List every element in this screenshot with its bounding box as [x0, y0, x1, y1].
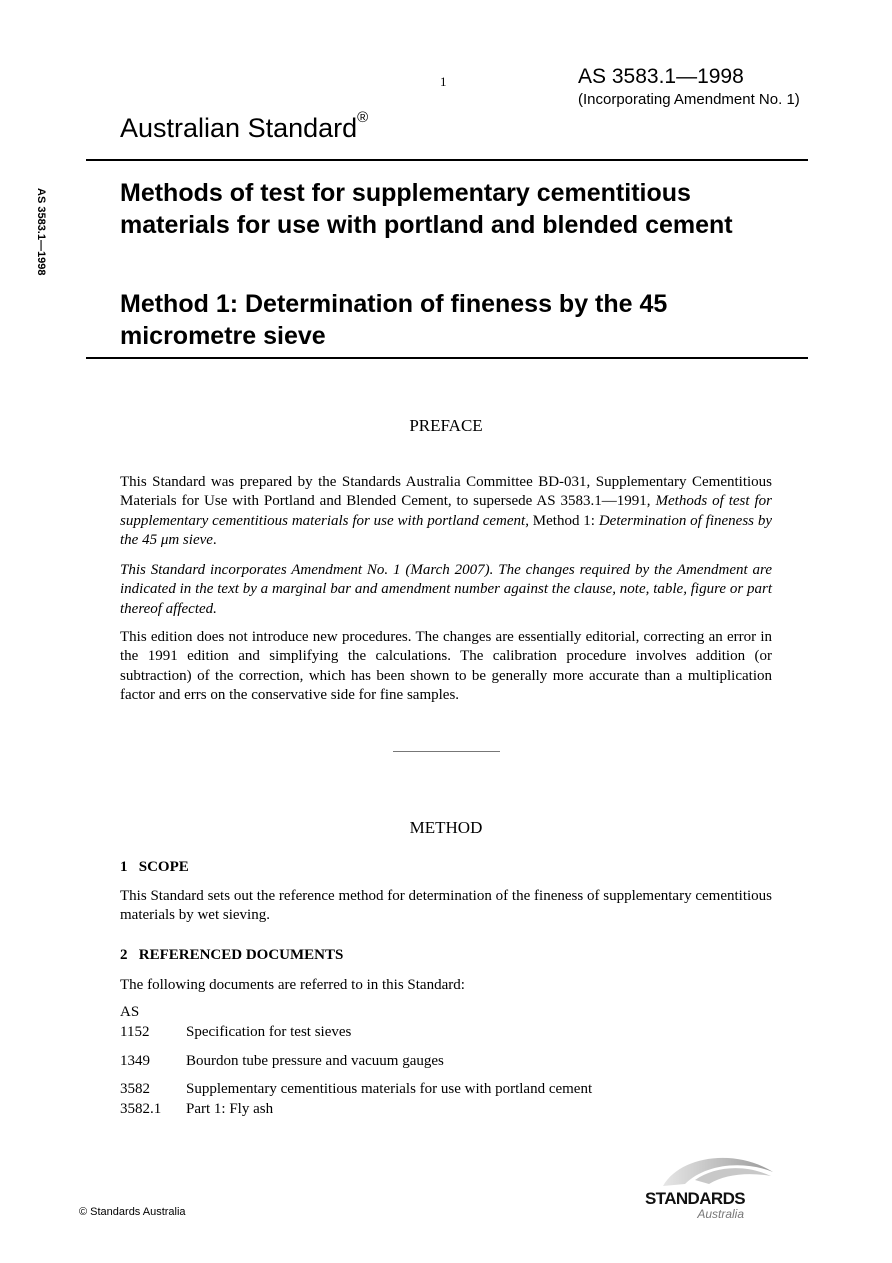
- method-title: Method 1: Determination of fineness by the 45 micrometre sieve: [120, 290, 668, 350]
- registered-mark: ®: [357, 109, 369, 126]
- reference-title: Specification for test sieves: [186, 1024, 352, 1040]
- copyright-notice: © Standards Australia: [79, 1206, 186, 1218]
- section-separator: [393, 751, 500, 752]
- preface-paragraph-3: This edition does not introduce new procedures. The changes are essentially editorial, correcting an error in the 1991 edition and simplifying the calculations. The calibration procedure involves addition (or subtraction) of the correction, which has been shown to be generally more accurate than a multiplication factor and errs on the conservative side for fine samples.: [120, 629, 772, 704]
- preface-paragraph-2: This Standard incorporates Amendment No. 1 (March 2007). The changes required by the Amendment are indicated in the text by a marginal bar and amendment number against the clause, note, table, figure or part thereof affected.: [120, 562, 772, 617]
- logo-text-australia: Australia: [697, 1207, 744, 1220]
- method-heading: METHOD: [409, 818, 483, 837]
- top-rule: [86, 159, 808, 161]
- amendment-note: (Incorporating Amendment No. 1): [578, 91, 800, 108]
- preface-paragraph-1: [120, 473, 772, 551]
- references-intro: The following documents are referred to in this Standard:: [120, 977, 465, 993]
- page-number: 1: [440, 74, 447, 89]
- references-heading: 2 REFERENCED DOCUMENTS: [120, 947, 344, 963]
- document-title: Methods of test for supplementary cementitious materials for use with portland and blended cement: [120, 179, 733, 239]
- standard-number: AS 3583.1—1998: [578, 65, 744, 88]
- standards-australia-logo: [625, 1150, 775, 1220]
- reference-number: 1152: [120, 1024, 150, 1040]
- p1-text-c: , Method 1:: [525, 512, 599, 529]
- brand-title: [120, 109, 369, 144]
- scope-heading: 1 SCOPE: [120, 859, 189, 875]
- reference-number: 3582.1: [120, 1101, 162, 1117]
- spine-label: [25, 188, 55, 318]
- preface-heading: PREFACE: [409, 416, 483, 435]
- p1-superseded-title: Methods of test for supplementary cementitious materials for use with portland cement: [120, 493, 772, 529]
- bottom-rule: [86, 357, 808, 359]
- logo-text-standards: STANDARDS: [644, 1189, 745, 1208]
- spine-text: AS 3583.1—1998: [35, 188, 47, 276]
- reference-number: 3582: [120, 1081, 150, 1097]
- p1-text-a: This Standard was prepared by the Standards Australia Committee BD-031, Supplementary Cementitious Materials for Use with Portland and Blended Cement, to supersede AS 3583.1—1991,: [120, 474, 772, 510]
- reference-title: Supplementary cementitious materials for use with portland cement: [186, 1081, 593, 1097]
- brand-text: Australian Standard: [120, 113, 358, 143]
- reference-number: 1349: [120, 1053, 150, 1069]
- p1-text-e: .: [212, 532, 217, 549]
- reference-title: Bourdon tube pressure and vacuum gauges: [186, 1053, 444, 1069]
- p1-method-title: Determination of fineness by the 45 μm sieve: [120, 512, 773, 549]
- references-group-label: AS: [120, 1004, 140, 1020]
- reference-title: Part 1: Fly ash: [186, 1101, 274, 1117]
- logo-swoosh-icon: [625, 1150, 775, 1220]
- scope-text: This Standard sets out the reference method for determination of the fineness of supplementary cementitious materials by wet sieving.: [120, 888, 772, 924]
